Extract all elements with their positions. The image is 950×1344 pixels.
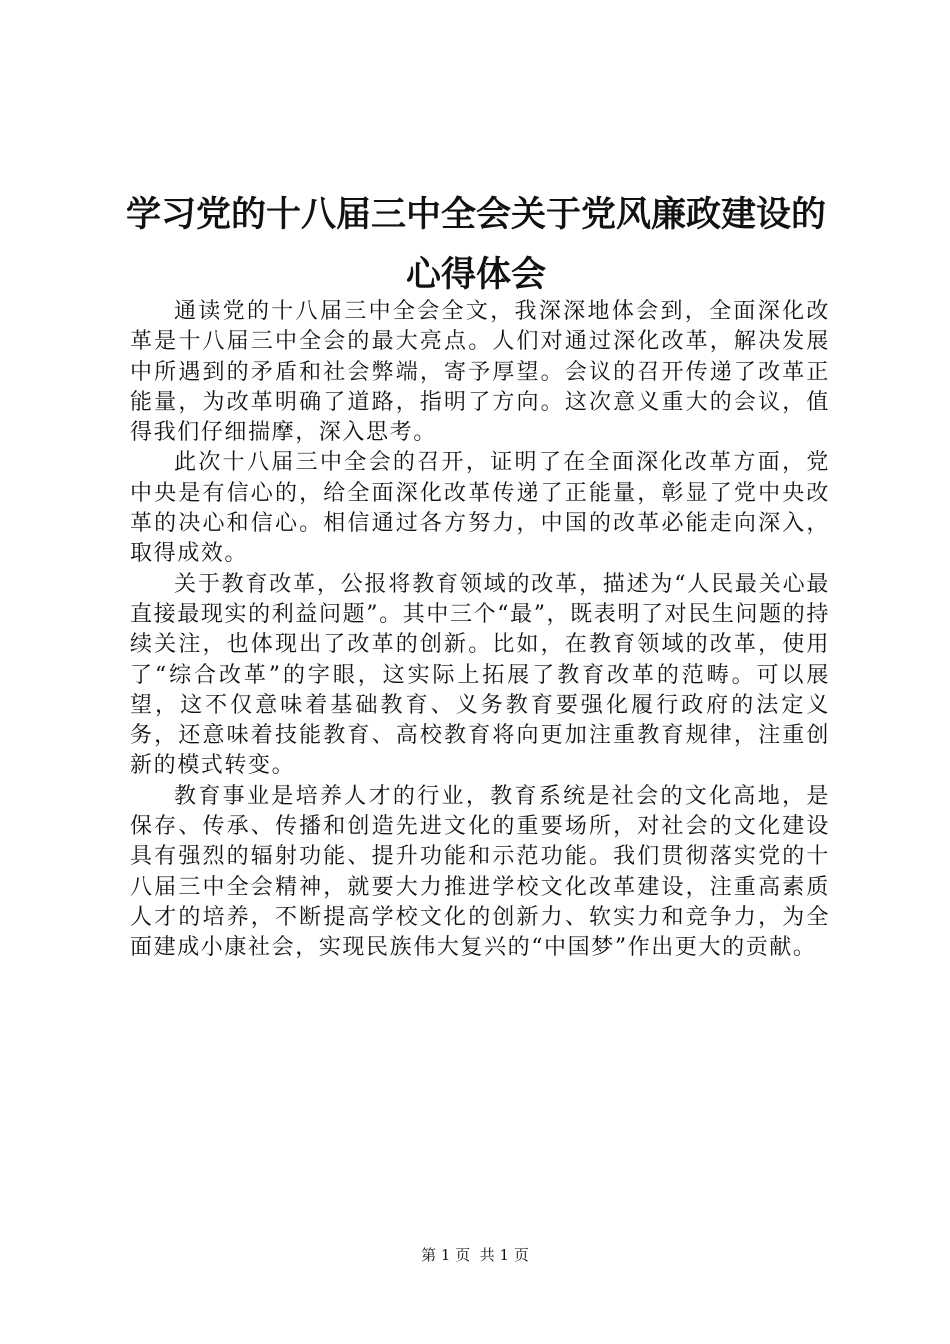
paragraph: 此次十八届三中全会的召开，证明了在全面深化改革方面，党中央是有信心的，给全面深化改革传递了正能量，彰显了党中央改革的决心和信心。相信通过各方努力，中国的改革必能走向深入，取得成效。 — [130, 450, 830, 567]
paragraph: 通读党的十八届三中全会全文，我深深地体会到，全面深化改革是十八届三中全会的最大亮点。人们对通过深化改革，解决发展中所遇到的矛盾和社会弊端，寄予厚望。会议的召开传递了改革正能量，为改革明确了道路，指明了方向。这次意义重大的会议，值得我们仔细揣摩，深入思考。 — [130, 299, 830, 446]
page-footer: 第 1 页 共 1 页 — [421, 1246, 529, 1264]
paragraph: 关于教育改革，公报将教育领域的改革，描述为“人民最关心最直接最现实的利益问题”。其中三个“最”，既表明了对民生问题的持续关注，也体现出了改革的创新。比如，在教育领域的改革，使用了“综合改革”的字眼，这实际上拓展了教育改革的范畴。可以展望，这不仅意味着基础教育、义务教育要强化履行政府的法定义务，还意味着技能教育、高校教育将向更加注重教育规律，注重创新的模式转变。 — [130, 571, 830, 779]
document-title-line-1: 学习党的十八届三中全会关于党风廉政建设的 — [125, 195, 826, 235]
document-body — [130, 297, 830, 964]
document-title-line-2: 心得体会 — [405, 255, 546, 295]
paragraph: 教育事业是培养人才的行业，教育系统是社会的文化高地，是保存、传承、传播和创造先进文化的重要场所，对社会的文化建设具有强烈的辐射功能、提升功能和示范功能。我们贯彻落实党的十八届三中全会精神，就要大力推进学校文化改革建设，注重高素质人才的培养，不断提高学校文化的创新力、软实力和竞争力，为全面建成小康社会，实现民族伟大复兴的“中国梦”作出更大的贡献。 — [130, 783, 830, 961]
